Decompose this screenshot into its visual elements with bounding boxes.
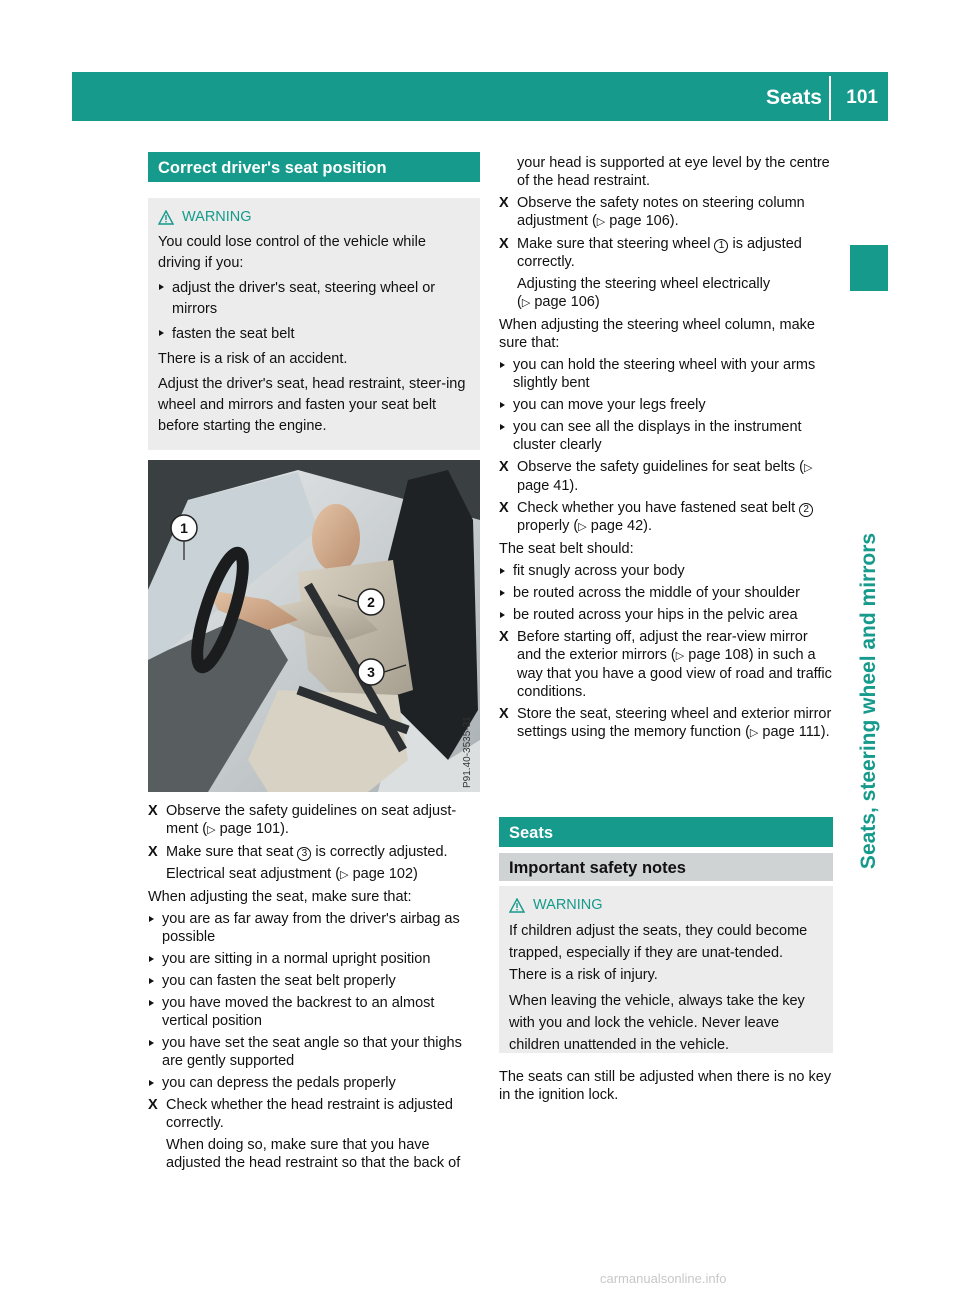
step-memory: X Store the seat, steering wheel and exterior mirror settings using the memory function (▷ page 111). — [499, 706, 832, 740]
svg-text:3: 3 — [367, 664, 375, 680]
step-mirrors: X Before starting off, adjust the rear-view mirror and the exterior mirrors (▷ page 108) in such a way that you have a good view of road and traffic conditions. — [499, 629, 832, 700]
adjust-bullet: you can depress the pedals properly — [148, 1074, 482, 1092]
seats-final-note: The seats can still be adjusted when there is no key in the ignition lock. — [499, 1069, 832, 1103]
page-number: 101 — [846, 87, 878, 108]
column-bullet: you can see all the displays in the instrument cluster clearly — [499, 418, 835, 454]
warning-box-children — [499, 886, 833, 1053]
chapter-tab-marker — [850, 245, 888, 291]
left-body — [148, 802, 482, 1176]
warning-heading — [158, 208, 470, 226]
adjust-bullet: you have moved the backrest to an almost vertical position — [148, 994, 482, 1030]
subsection-title-safety: Important safety notes — [499, 853, 833, 881]
column-bullet: you can hold the steering wheel with your arms slightly bent — [499, 356, 835, 392]
warning-title: WARNING — [533, 897, 603, 913]
step-steering-wheel: X Make sure that steering wheel 1 is adjusted correctly. — [499, 236, 802, 270]
warning-heading — [509, 896, 823, 914]
driver-seated-image — [148, 460, 480, 792]
driver-seat-illustration — [148, 460, 480, 792]
adjust-bullet: you have set the seat angle so that your thighs are gently supported — [148, 1034, 482, 1070]
belt-intro: The seat belt should: — [499, 541, 634, 557]
warning-triangle-icon — [509, 898, 525, 913]
belt-bullet: fit snugly across your body — [499, 562, 835, 580]
svg-text:2: 2 — [367, 594, 375, 610]
warning-children-text: If children adjust the seats, they could become trapped, especially if they are unat-tended. There is a risk of injury. — [509, 923, 808, 983]
adjust-bullet: you are sitting in a normal upright position — [148, 950, 482, 968]
warning-key-text: When leaving the vehicle, always take the key with you and lock the vehicle. Never leave children unattended in the vehicle. — [509, 993, 805, 1053]
step-check-belt: X Check whether you have fastened seat belt 2 properly (▷ page 42). — [499, 499, 835, 536]
column-bullet: you can move your legs freely — [499, 396, 835, 414]
warning-bullet: fasten the seat belt — [158, 324, 470, 345]
step-note-electrical: Electrical seat adjustment (▷ page 102) — [166, 866, 418, 882]
illustration-code: P91.40-3535-31 — [462, 716, 473, 788]
header-divider — [829, 76, 831, 120]
step-steering-note: Adjusting the steering wheel electrically (▷ page 106) — [517, 276, 771, 310]
page-header — [72, 72, 888, 121]
right-body — [499, 154, 835, 746]
warning-box-seat — [148, 198, 480, 450]
step-seat-guidelines: X Observe the safety guidelines on seat adjust-ment (▷ page 101). — [148, 803, 457, 837]
belt-bullet: be routed across the middle of your shoulder — [499, 584, 835, 602]
section-name: Seats — [765, 86, 822, 109]
svg-text:1: 1 — [180, 520, 188, 536]
column-intro: When adjusting the steering wheel column, make sure that: — [499, 317, 815, 351]
warning-intro: You could lose control of the vehicle while driving if you: — [158, 234, 426, 271]
watermark: carmanualsonline.info — [600, 1271, 727, 1286]
section-title-correct-seat-position: Correct driver's seat position — [148, 152, 480, 182]
warning-advice: Adjust the driver's seat, head restraint, steer-ing wheel and mirrors and fasten your seat belt before starting the engine. — [158, 376, 466, 434]
adjust-bullet: you can fasten the seat belt properly — [148, 972, 482, 990]
chapter-sidebar — [850, 121, 888, 1011]
step-steering-column: X Observe the safety notes on steering column adjustment (▷ page 106). — [499, 195, 805, 229]
section-title-seats: Seats — [499, 817, 833, 847]
step-head-restraint: X Check whether the head restraint is adjusted correctly. — [148, 1097, 453, 1131]
continued-text: your head is supported at eye level by the centre of the head restraint. — [517, 155, 830, 189]
warning-risk: There is a risk of an accident. — [158, 351, 348, 367]
chapter-title: Seats, steering wheel and mirrors — [857, 532, 880, 870]
warning-bullet: adjust the driver's seat, steering wheel or mirrors — [158, 278, 470, 320]
belt-bullet: be routed across your hips in the pelvic area — [499, 606, 835, 624]
step-belt-guidelines: X Observe the safety guidelines for seat belts (▷ page 41). — [499, 459, 813, 494]
adjust-bullet: you are as far away from the driver's airbag as possible — [148, 910, 482, 946]
step-head-restraint-note: When doing so, make sure that you have adjusted the head restraint so that the back of — [166, 1137, 461, 1171]
warning-triangle-icon — [158, 210, 174, 225]
adjust-intro: When adjusting the seat, make sure that: — [148, 889, 412, 905]
step-check-seat: X Make sure that seat 3 is correctly adjusted. — [148, 844, 448, 860]
warning-title: WARNING — [182, 209, 252, 225]
